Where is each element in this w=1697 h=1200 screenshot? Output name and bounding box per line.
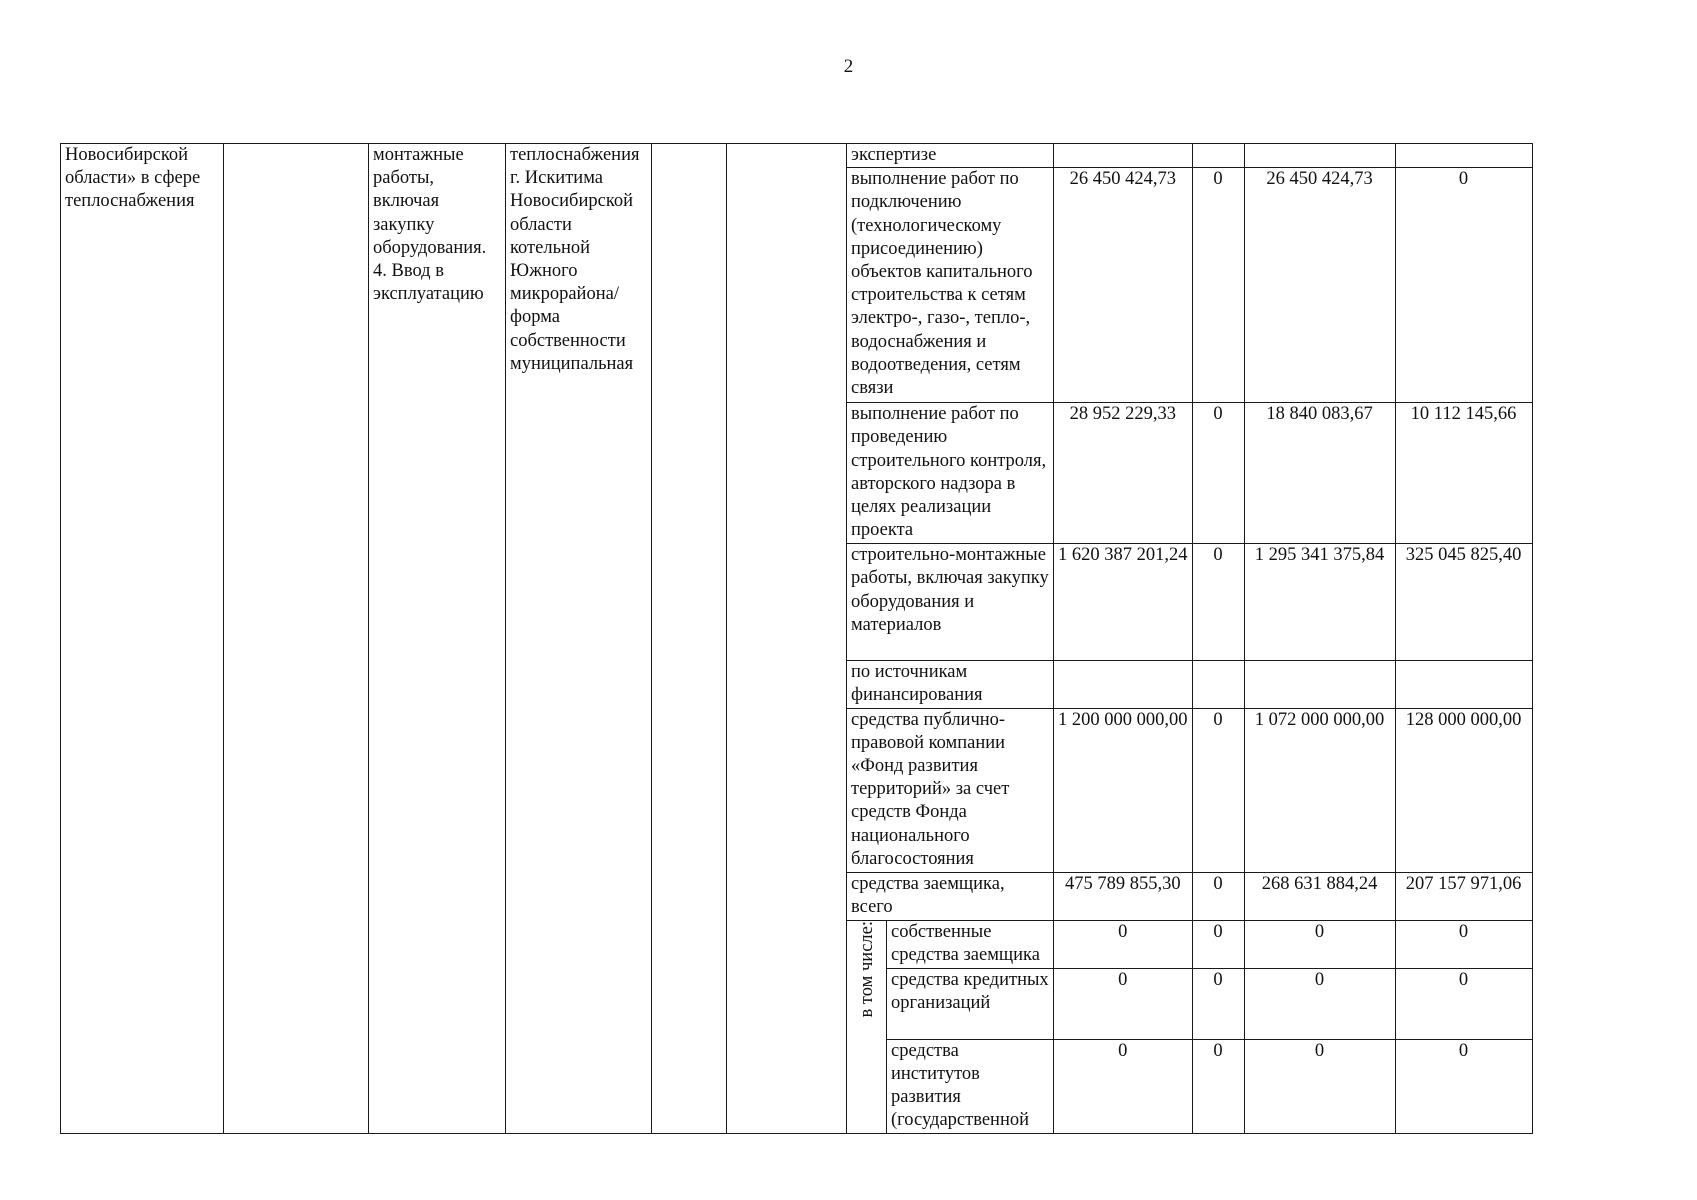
value-total: 28 952 229,33 (1054, 403, 1193, 544)
cell-project-name: Новосибирской области» в сфере теплоснабжения (61, 144, 224, 1134)
value-2: 0 (1192, 872, 1244, 920)
cell-work-stages: монтажные работы, включая закупку оборудования. 4. Ввод в эксплуатацию (369, 144, 506, 1134)
sub-group-label-cell (847, 920, 887, 1133)
value-total (1054, 661, 1193, 708)
value-total: 475 789 855,30 (1054, 872, 1193, 920)
cell-empty-col2 (224, 144, 369, 1134)
row-label: средства публично-правовой компании «Фонд развития территорий» за счет средств Фонда национального благосостояния (847, 708, 1054, 872)
value-total: 1 200 000 000,00 (1054, 708, 1193, 872)
value-3: 268 631 884,24 (1244, 872, 1395, 920)
value-4 (1395, 144, 1532, 168)
cell-empty-col6 (727, 144, 847, 1134)
value-3: 1 295 341 375,84 (1244, 544, 1395, 661)
value-total (1054, 144, 1193, 168)
value-total: 0 (1054, 968, 1193, 1039)
row-label: экспертизе (847, 144, 1054, 168)
value-3: 0 (1244, 968, 1395, 1039)
value-total: 0 (1054, 920, 1193, 968)
row-label: выполнение работ по подключению (технологическому присоединению) объектов капитального строительства к сетям электро-, газо-, тепло-, водоснабжения и водоотведения, сетям связи (847, 168, 1054, 403)
value-2 (1192, 144, 1244, 168)
value-3 (1244, 661, 1395, 708)
value-4: 207 157 971,06 (1395, 872, 1532, 920)
value-2: 0 (1192, 168, 1244, 403)
value-2: 0 (1192, 968, 1244, 1039)
sub-row-label: собственные средства заемщика (887, 920, 1054, 968)
value-2: 0 (1192, 544, 1244, 661)
value-total: 26 450 424,73 (1054, 168, 1193, 403)
value-4: 325 045 825,40 (1395, 544, 1532, 661)
row-label: выполнение работ по проведению строительного контроля, авторского надзора в целях реализации проекта (847, 403, 1054, 544)
value-2: 0 (1192, 708, 1244, 872)
value-total: 0 (1054, 1039, 1193, 1133)
value-4: 0 (1395, 1039, 1532, 1133)
sub-row-label: средства кредитных организаций (887, 968, 1054, 1039)
value-4 (1395, 661, 1532, 708)
value-3: 26 450 424,73 (1244, 168, 1395, 403)
value-2: 0 (1192, 920, 1244, 968)
row-label: строительно-монтажные работы, включая закупку оборудования и материалов (847, 544, 1054, 661)
value-4: 0 (1395, 168, 1532, 403)
value-3 (1244, 144, 1395, 168)
row-label: средства заемщика, всего (847, 872, 1054, 920)
value-4: 10 112 145,66 (1395, 403, 1532, 544)
value-2: 0 (1192, 1039, 1244, 1133)
page-number: 2 (843, 56, 854, 77)
value-3: 1 072 000 000,00 (1244, 708, 1395, 872)
sub-row-label: средства институтов развития (государственной (887, 1039, 1054, 1133)
value-4: 0 (1395, 968, 1532, 1039)
cell-empty-col5 (652, 144, 727, 1134)
value-total: 1 620 387 201,24 (1054, 544, 1193, 661)
cell-object-description: теплоснабжения г. Искитима Новосибирской области котельной Южного микрорайона/ форма собственности муниципальная (506, 144, 652, 1134)
financing-table (60, 143, 1533, 1134)
value-3: 0 (1244, 920, 1395, 968)
row-label: по источникам финансирования (847, 661, 1054, 708)
table-row (61, 144, 1533, 168)
value-3: 0 (1244, 1039, 1395, 1133)
value-4: 0 (1395, 920, 1532, 968)
value-2: 0 (1192, 403, 1244, 544)
value-3: 18 840 083,67 (1244, 403, 1395, 544)
value-2 (1192, 661, 1244, 708)
value-4: 128 000 000,00 (1395, 708, 1532, 872)
sub-group-label: в том числе: (856, 920, 877, 1018)
